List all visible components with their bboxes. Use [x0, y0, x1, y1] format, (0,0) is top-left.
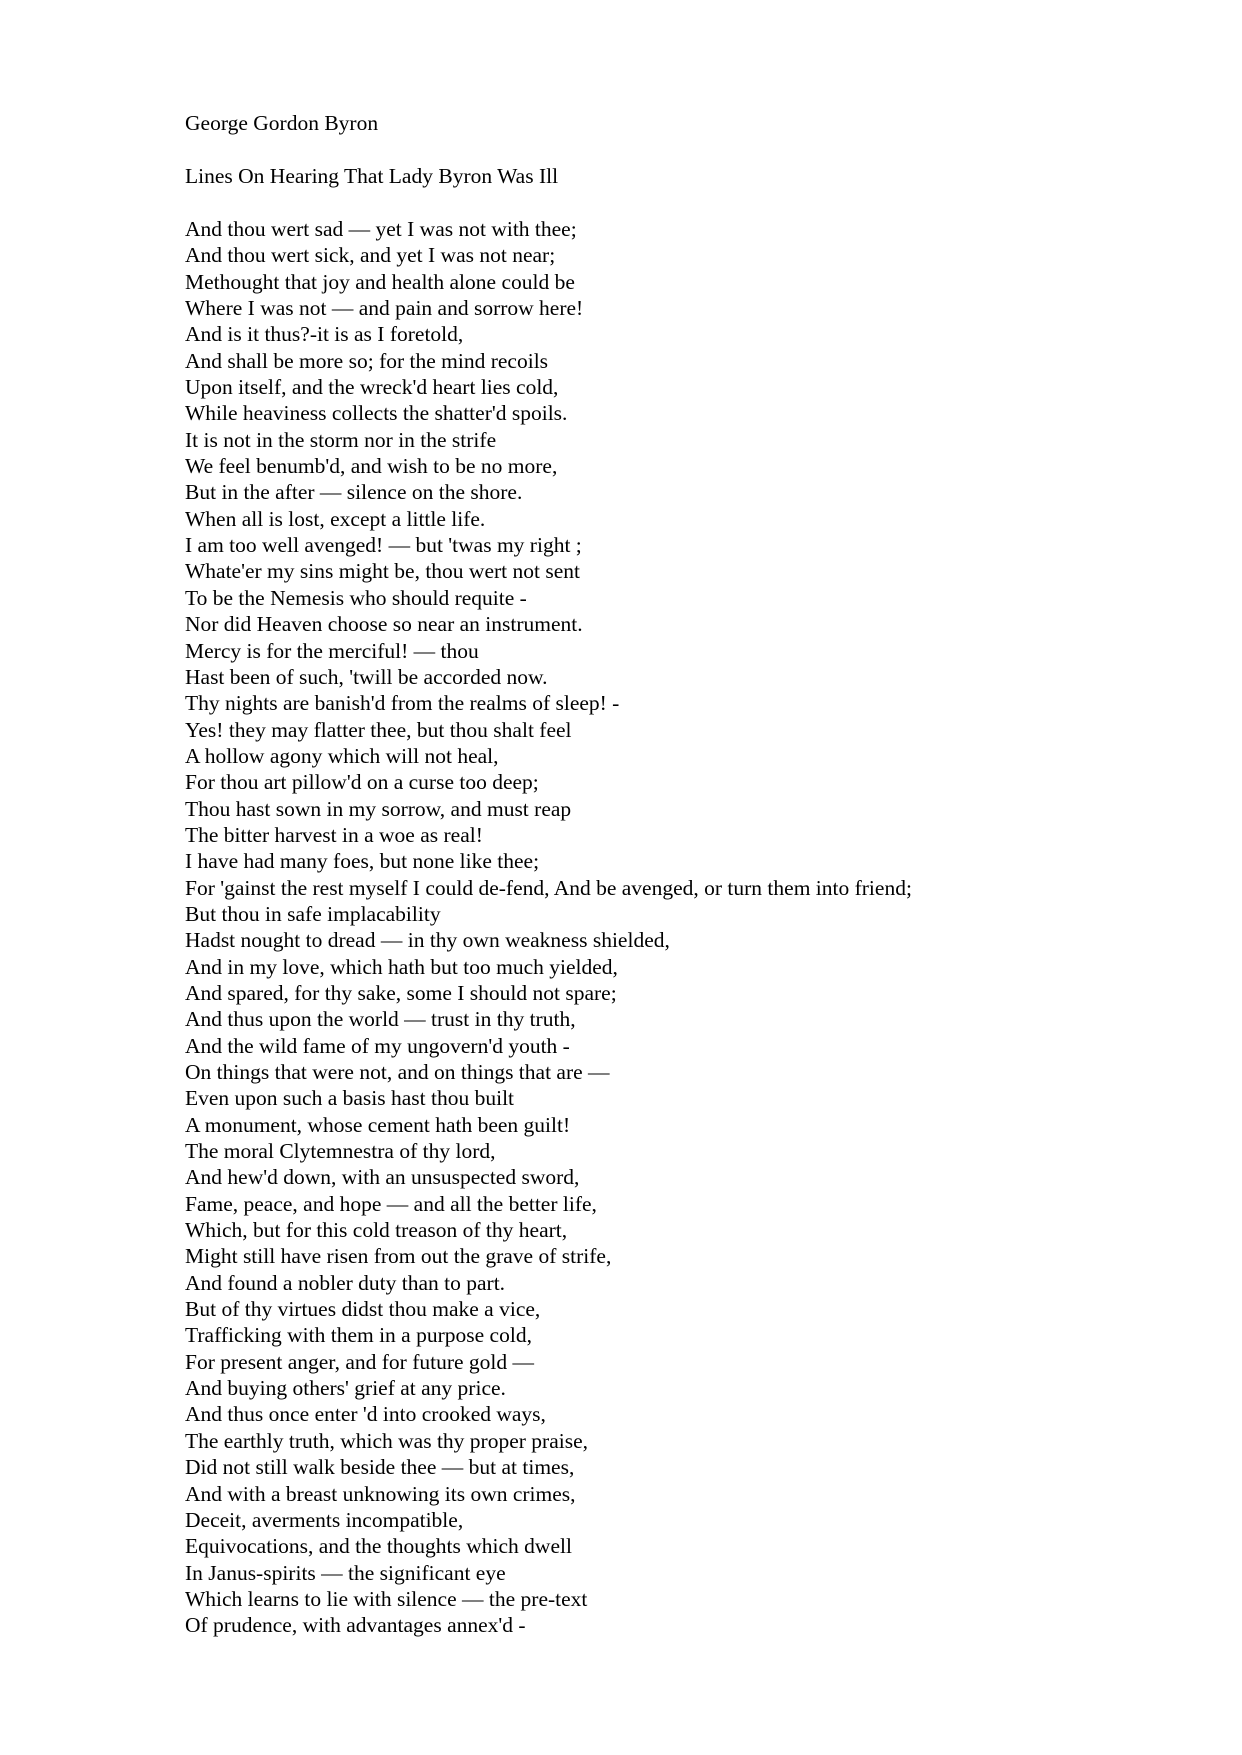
poem-line: And thus once enter 'd into crooked ways,: [185, 1402, 546, 1427]
poem-line: And with a breast unknowing its own crimes,: [185, 1481, 576, 1506]
poem-line: Methought that joy and health alone could be: [185, 269, 575, 294]
poem-line: Of prudence, with advantages annex'd -: [185, 1613, 526, 1638]
poem-line: Equivocations, and the thoughts which dwell: [185, 1534, 572, 1559]
poem-line: Which, but for this cold treason of thy heart,: [185, 1218, 568, 1243]
poem-line: Deceit, averments incompatible,: [185, 1507, 464, 1532]
poem-line: Where I was not — and pain and sorrow here!: [185, 296, 584, 321]
author-name: George Gordon Byron: [185, 111, 379, 135]
poem-line: And the wild fame of my ungovern'd youth -: [185, 1033, 570, 1058]
poem-line: And thus upon the world — trust in thy truth,: [185, 1007, 576, 1032]
poem-line: We feel benumb'd, and wish to be no more,: [185, 454, 558, 479]
poem-line: But in the after — silence on the shore.: [185, 480, 523, 505]
poem-line: And in my love, which hath but too much yielded,: [185, 954, 618, 979]
poem-line: Mercy is for the merciful! — thou: [185, 638, 479, 663]
poem-line: Whate'er my sins might be, thou wert not sent: [185, 559, 580, 584]
poem-line: Hast been of such, 'twill be accorded now.: [185, 664, 548, 689]
poem-line: The moral Clytemnestra of thy lord,: [185, 1139, 496, 1164]
poem-line: Thy nights are banish'd from the realms of sleep! -: [185, 691, 620, 716]
poem-line: And shall be more so; for the mind recoils: [185, 348, 549, 373]
poem-line: And is it thus?-it is as I foretold,: [185, 322, 464, 347]
poem-line: But thou in safe implacability: [185, 901, 441, 926]
poem-line: Even upon such a basis hast thou built: [185, 1086, 515, 1111]
poem-line: The earthly truth, which was thy proper praise,: [185, 1428, 588, 1453]
poem-line: Hadst nought to dread — in thy own weakness shielded,: [185, 928, 670, 953]
poem-line: I have had many foes, but none like thee;: [185, 849, 540, 874]
poem-line: When all is lost, except a little life.: [185, 506, 486, 531]
poem-line: To be the Nemesis who should requite -: [185, 585, 527, 610]
poem-line: And buying others' grief at any price.: [185, 1376, 506, 1401]
poem-line: Which learns to lie with silence — the pre-text: [185, 1586, 588, 1611]
poem-line: Did not still walk beside thee — but at times,: [185, 1455, 575, 1480]
poem-line: But of thy virtues didst thou make a vice,: [185, 1297, 541, 1322]
poem-line: It is not in the storm nor in the strife: [185, 427, 497, 452]
poem-body: [185, 216, 912, 1639]
poem-title: Lines On Hearing That Lady Byron Was Ill: [185, 164, 559, 188]
poem-line: Upon itself, and the wreck'd heart lies cold,: [185, 375, 559, 400]
poem-line: And hew'd down, with an unsuspected sword,: [185, 1165, 580, 1190]
poem-line: On things that were not, and on things that are —: [185, 1060, 610, 1084]
poem-line: I am too well avenged! — but 'twas my right ;: [185, 533, 582, 558]
poem-line: The bitter harvest in a woe as real!: [185, 822, 483, 847]
poem-line: In Janus-spirits — the significant eye: [185, 1560, 506, 1585]
poem-line: Trafficking with them in a purpose cold,: [185, 1323, 532, 1348]
poem-line: For thou art pillow'd on a curse too deep;: [185, 770, 539, 795]
poem-line: Thou hast sown in my sorrow, and must reap: [185, 796, 572, 821]
poem-line: For 'gainst the rest myself I could de-fend, And be avenged, or turn them into friend;: [185, 875, 912, 900]
poem-line: And thou wert sick, and yet I was not near;: [185, 243, 556, 268]
poem-line: And thou wert sad — yet I was not with thee;: [185, 217, 577, 241]
poem-line: While heaviness collects the shatter'd spoils.: [185, 401, 568, 426]
poem-line: And spared, for thy sake, some I should not spare;: [185, 980, 617, 1005]
poem-line: And found a nobler duty than to part.: [185, 1270, 506, 1295]
poem-line: For present anger, and for future gold —: [185, 1349, 535, 1374]
poem-line: Nor did Heaven choose so near an instrument.: [185, 612, 583, 637]
poem-line: Might still have risen from out the grave of strife,: [185, 1244, 612, 1269]
poem-line: Fame, peace, and hope — and all the better life,: [185, 1191, 597, 1216]
poem-line: Yes! they may flatter thee, but thou shalt feel: [185, 717, 572, 742]
poem-line: A hollow agony which will not heal,: [185, 743, 499, 768]
poem-line: A monument, whose cement hath been guilt!: [185, 1112, 571, 1137]
